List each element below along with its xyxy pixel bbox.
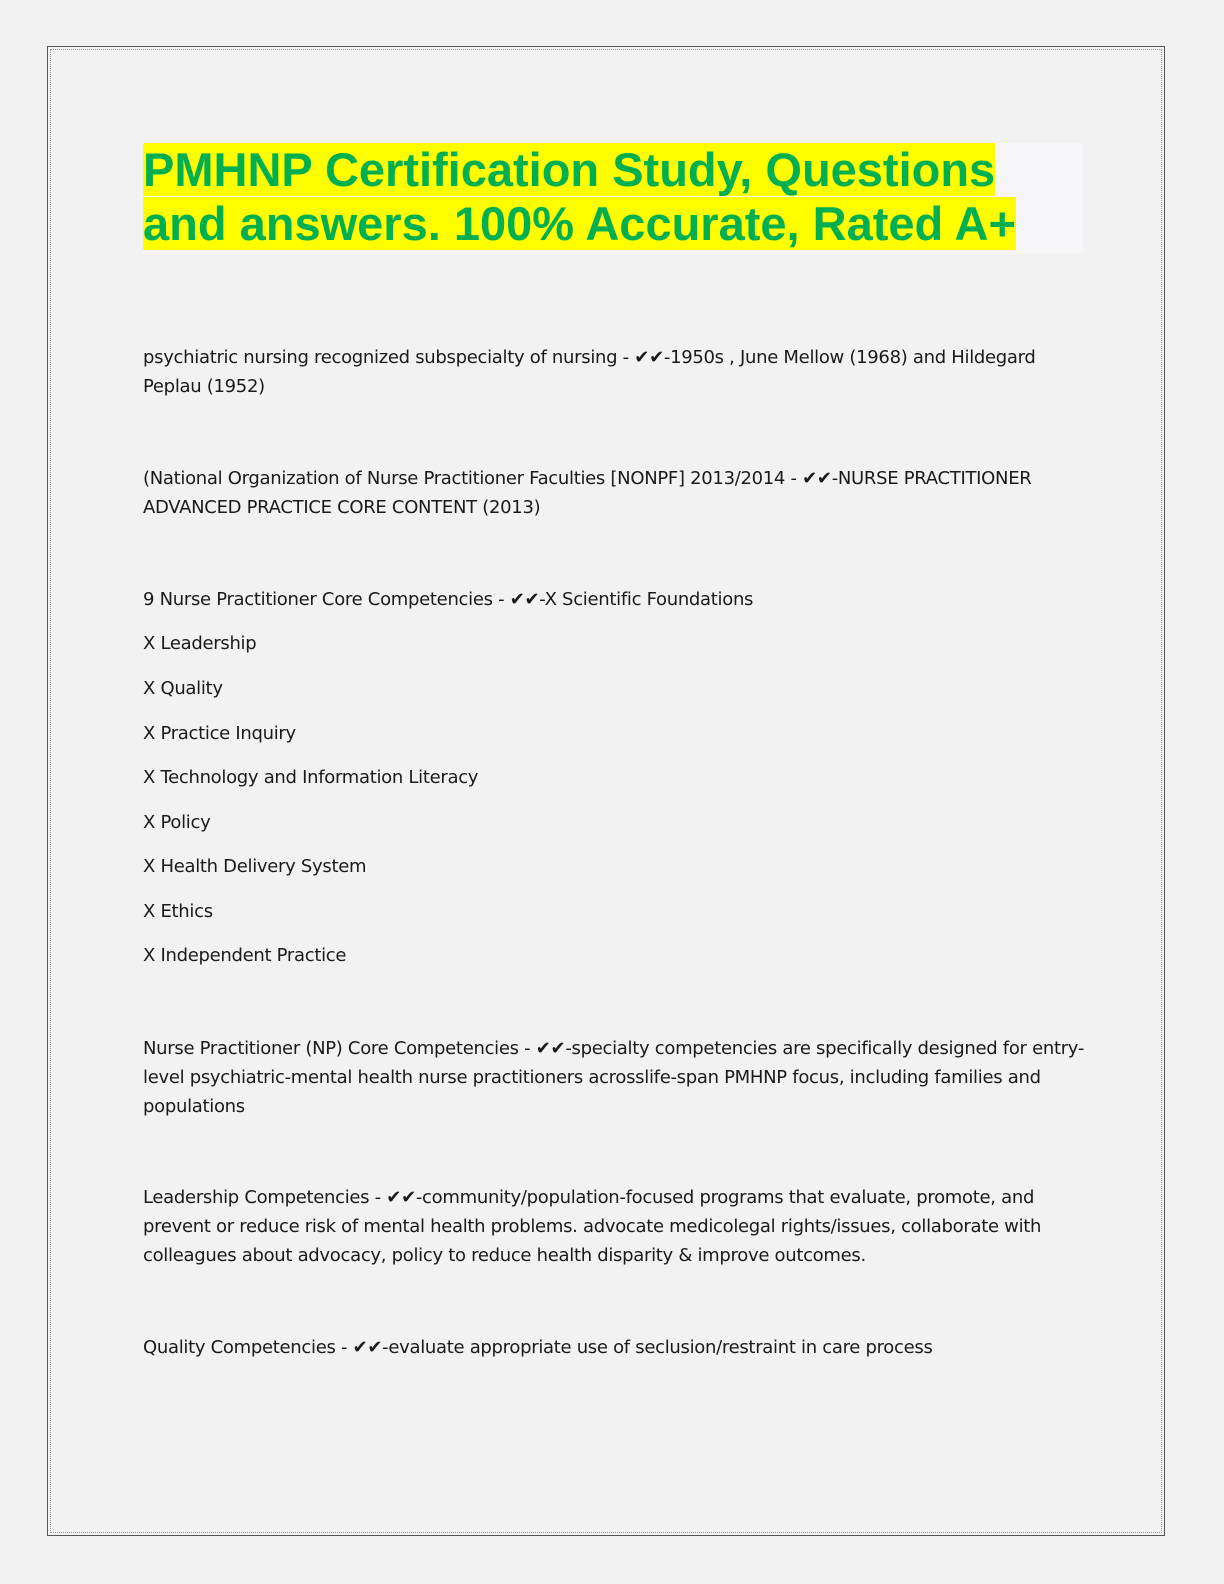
list-item: X Leadership	[143, 633, 257, 654]
list-item: X Ethics	[143, 901, 213, 922]
list-item: X Practice Inquiry	[143, 723, 296, 744]
list-item: X Quality	[143, 678, 223, 699]
list-item: X Health Delivery System	[143, 856, 367, 877]
entry-psychiatric-nursing: psychiatric nursing recognized subspecialty of nursing - ✔✔-1950s , June Mellow (1968) and Hildegard Peplau (1952)	[143, 347, 1036, 397]
list-item: X Independent Practice	[143, 945, 347, 966]
entry-nonpf: (National Organization of Nurse Practitioner Faculties [NONPF] 2013/2014 - ✔✔-NURSE PRACTITIONER ADVANCED PRACTICE CORE CONTENT (2013)	[143, 468, 1032, 518]
entry-leadership-competencies: Leadership Competencies - ✔✔-community/population-focused programs that evaluate, promote, and prevent or reduce risk of mental health problems. advocate medicolegal rights/issues, collaborate with colleagues about advocacy, policy to reduce health disparity & improve outcomes.	[143, 1187, 1042, 1266]
entry-np-core-competencies: Nurse Practitioner (NP) Core Competencies - ✔✔-specialty competencies are specifically designed for entry-level psychiatric-mental health nurse practitioners acrosslife-span PMHNP focus, including families and populations	[143, 1038, 1085, 1117]
entry-quality-competencies: Quality Competencies - ✔✔-evaluate appropriate use of seclusion/restraint in care process	[143, 1337, 933, 1358]
document-title	[143, 143, 1033, 251]
title-highlight: PMHNP Certification Study, Questions and answers. 100% Accurate, Rated A+	[143, 143, 1016, 250]
list-item: X Technology and Information Literacy	[143, 767, 479, 788]
list-item: X Policy	[143, 812, 211, 833]
entry-core-competencies: 9 Nurse Practitioner Core Competencies - ✔✔-X Scientific Foundations	[143, 589, 754, 610]
